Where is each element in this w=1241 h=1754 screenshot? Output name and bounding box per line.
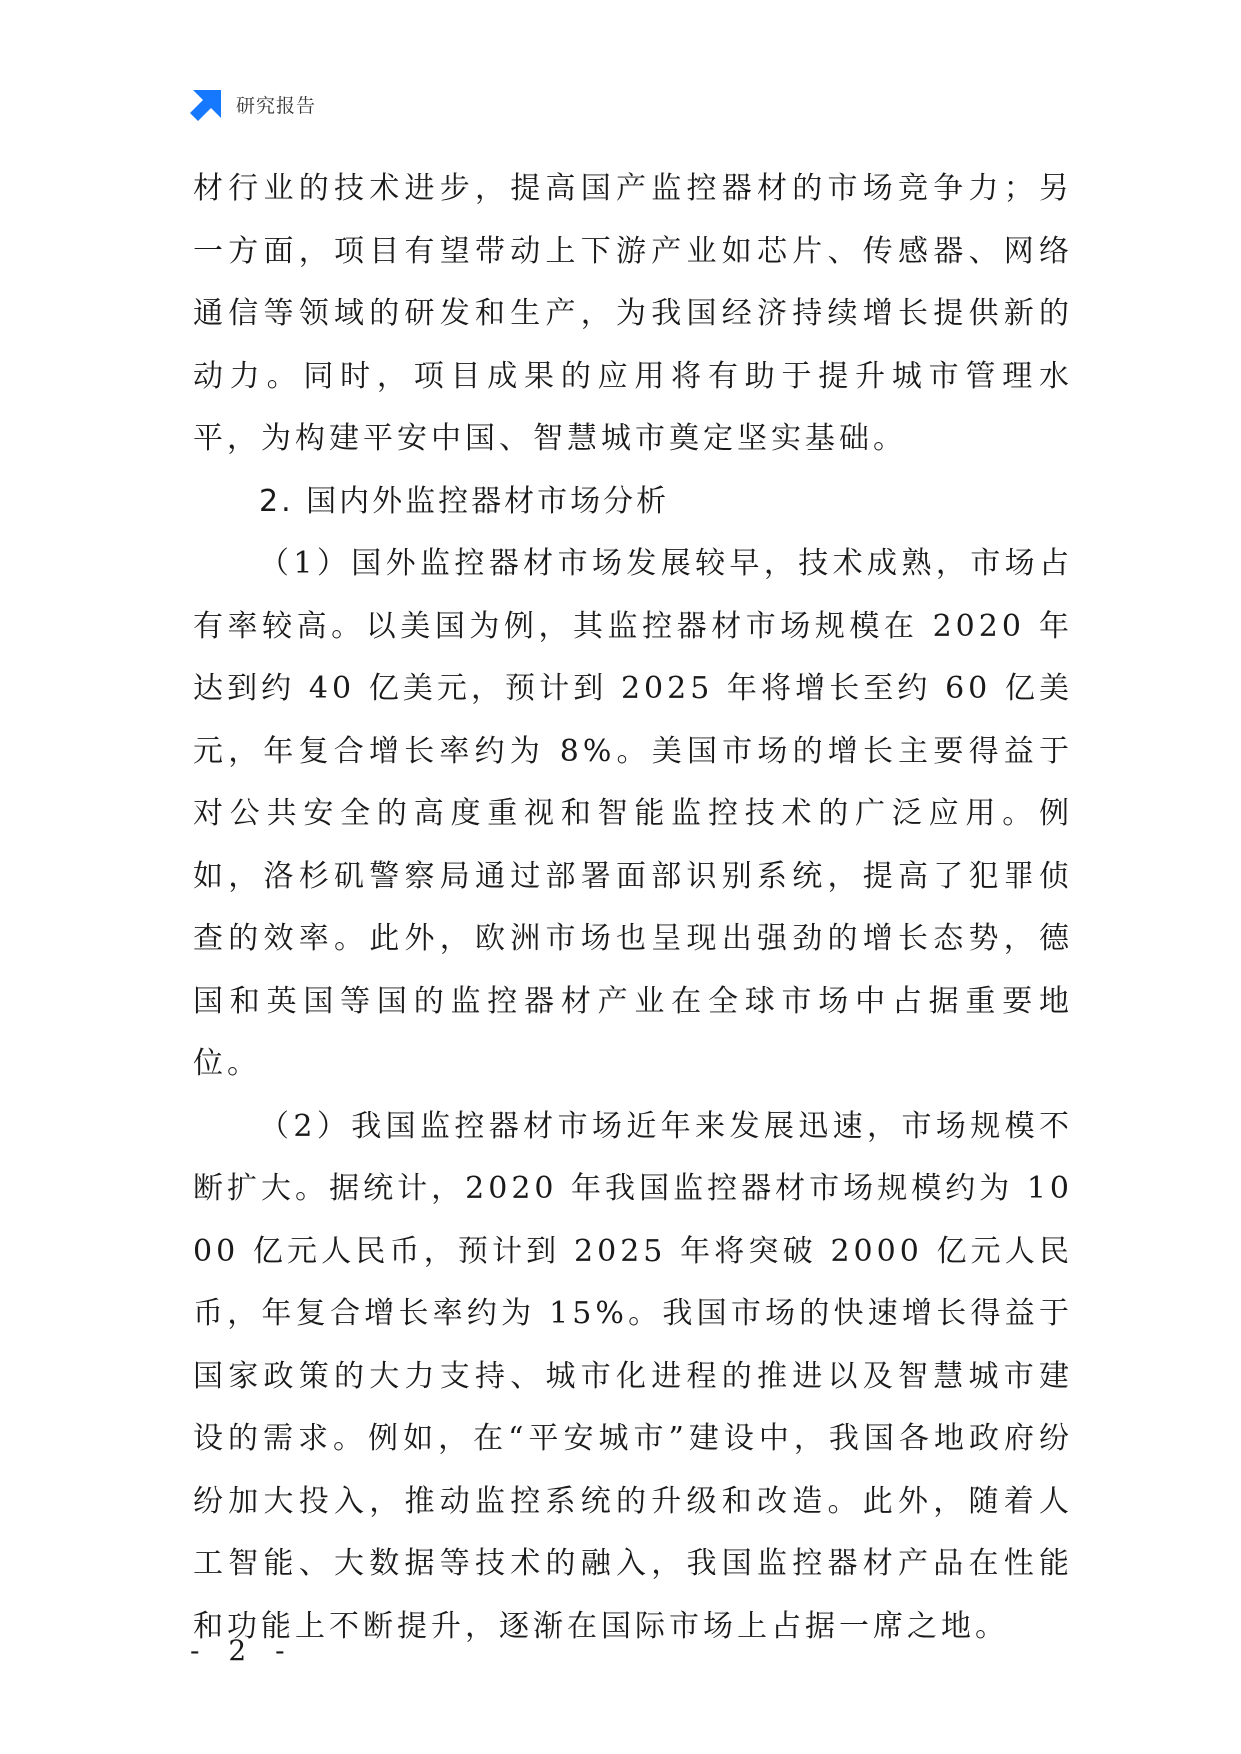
header-title: 研究报告 xyxy=(236,94,317,117)
domestic-market-paragraph: （2）我国监控器材市场近年来发展迅速，市场规模不断扩大。据统计，2020 年我国监控器材市场规模约为 1000 亿元人民币，预计到 2025 年将突破 2000 亿元人民币，年复合增长率约为 15%。我国市场的快速增长得益于国家政策的大力支持、城市化进程的推进以及智慧城市建设的需求。例如，在“平安城市”建设中，我国各地政府纷纷加大投入，推动监控系统的升级和改造。此外，随着人工智能、大数据等技术的融入，我国监控器材产品在性能和功能上不断提升，逐渐在国际市场上占据一席之地。 xyxy=(193,1108,1073,1644)
section-heading: 2. 国内外监控器材市场分析 xyxy=(259,483,670,519)
document-body xyxy=(193,158,1073,1658)
continuation-paragraph: 材行业的技术进步，提高国产监控器材的市场竞争力；另一方面，项目有望带动上下游产业如芯片、传感器、网络通信等领域的研发和生产，为我国经济持续增长提供新的动力。同时，项目成果的应用将有助于提升城市管理水平，为构建平安中国、智慧城市奠定坚实基础。 xyxy=(193,171,1073,456)
arrow-up-right-icon xyxy=(190,87,224,121)
report-header xyxy=(190,86,316,122)
page-number: - 2 - xyxy=(190,1634,295,1667)
foreign-market-paragraph: （1）国外监控器材市场发展较早，技术成熟，市场占有率较高。以美国为例，其监控器材市场规模在 2020 年达到约 40 亿美元，预计到 2025 年将增长至约 60 亿美元，年复合增长率约为 8%。美国市场的增长主要得益于对公共安全的高度重视和智能监控技术的广泛应用。例如，洛杉矶警察局通过部署面部识别系统，提高了犯罪侦查的效率。此外，欧洲市场也呈现出强劲的增长态势，德国和英国等国的监控器材产业在全球市场中占据重要地位。 xyxy=(193,546,1073,1081)
